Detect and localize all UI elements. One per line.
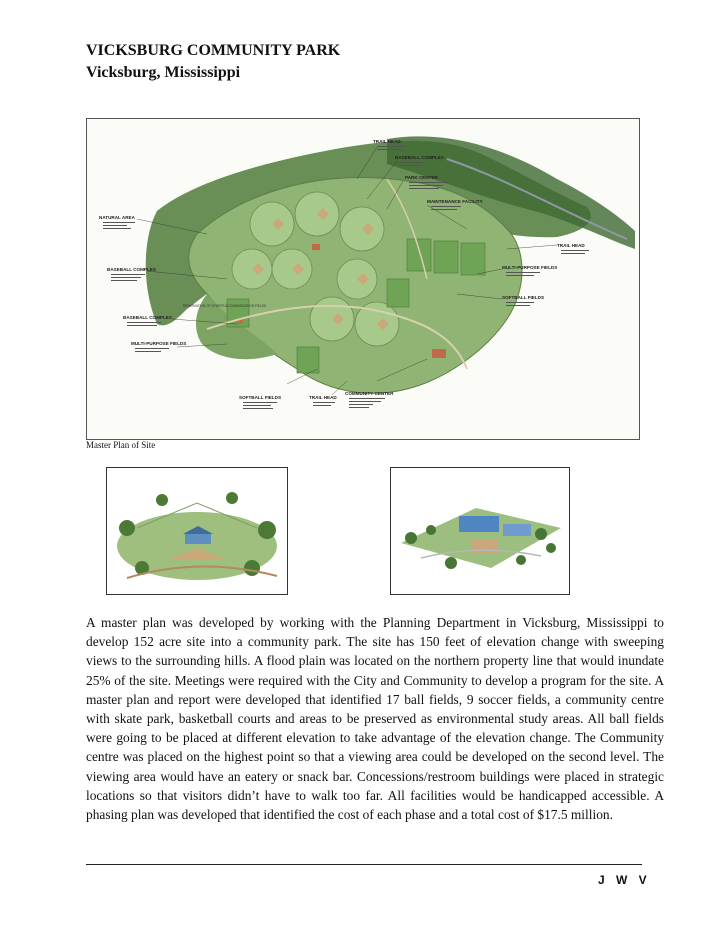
label-softball-fields-bottom: SOFTBALL FIELDS bbox=[239, 395, 282, 400]
master-plan-drawing bbox=[87, 119, 639, 439]
title-line-1: VICKSBURG COMMUNITY PARK bbox=[86, 42, 341, 59]
label-multipurpose-lower: MULTI-PURPOSE FIELDS bbox=[131, 341, 187, 346]
label-reservation: RESERVATION OF SPORTS ACCOMMODATION FIELDS bbox=[183, 304, 267, 308]
figure-caption: Master Plan of Site bbox=[86, 440, 156, 450]
label-multipurpose-right: MULTI-PURPOSE FIELDS bbox=[502, 265, 558, 270]
label-baseball-complex-left: BASEBALL COMPLEX bbox=[107, 267, 156, 272]
perspective-sketch-ballfields bbox=[106, 467, 288, 595]
footer-divider bbox=[86, 864, 642, 865]
perspective-sketch-community-center bbox=[390, 467, 570, 595]
title-line-2: Vicksburg, Mississippi bbox=[86, 64, 241, 81]
label-natural-area: NATURAL AREA bbox=[99, 215, 135, 220]
footer-initials: J W V bbox=[598, 873, 651, 887]
label-trail-head-top: TRAIL HEAD bbox=[373, 139, 401, 144]
master-plan-image bbox=[86, 118, 640, 440]
sketch-community-center-drawing bbox=[391, 468, 569, 594]
label-park-center: PARK CENTER bbox=[405, 175, 438, 180]
label-softball-fields-right: SOFTBALL FIELDS bbox=[502, 295, 545, 300]
label-community-center: COMMUNITY CENTER bbox=[345, 391, 394, 396]
label-baseball-complex-top: BASEBALL COMPLEX bbox=[395, 155, 444, 160]
document-title bbox=[86, 40, 340, 84]
label-trail-head-bottom: TRAIL HEAD bbox=[309, 395, 337, 400]
label-maintenance-facility: MAINTENANCE FACILITY bbox=[427, 199, 483, 204]
sketch-ballfields-drawing bbox=[107, 468, 287, 594]
label-trail-head-right: TRAIL HEAD bbox=[557, 243, 585, 248]
project-description: A master plan was developed by working with the Planning Department in Vicksburg, Mississippi to develop 152 acre site into a community park. The site has 150 feet of elevation change with sweeping views to the surrounding hills. A flood plain was located on the northern property line that would inundate 25% of the site. Meetings were required with the City and Community to develop a program for the site. A master plan and report were developed that identified 17 ball fields, 9 soccer fields, a community centre with skate park, basketball courts and areas to be preserved as environmental study areas. All ball fields were going to be placed at different elevation to take advantage of the elevation change. The Community centre was placed on the highest point so that a viewing area could be developed on the second level. The viewing area would have an eatery or snack bar. Concessions/restroom buildings were placed in strategic locations so that visitors didn’t have to walk too far. All facilities would be handicapped accessible. A phasing plan was developed that identified the cost of each phase and a total cost of $17.5 million. bbox=[86, 615, 664, 823]
label-baseball-complex-lower: BASEBALL COMPLEX bbox=[123, 315, 172, 320]
